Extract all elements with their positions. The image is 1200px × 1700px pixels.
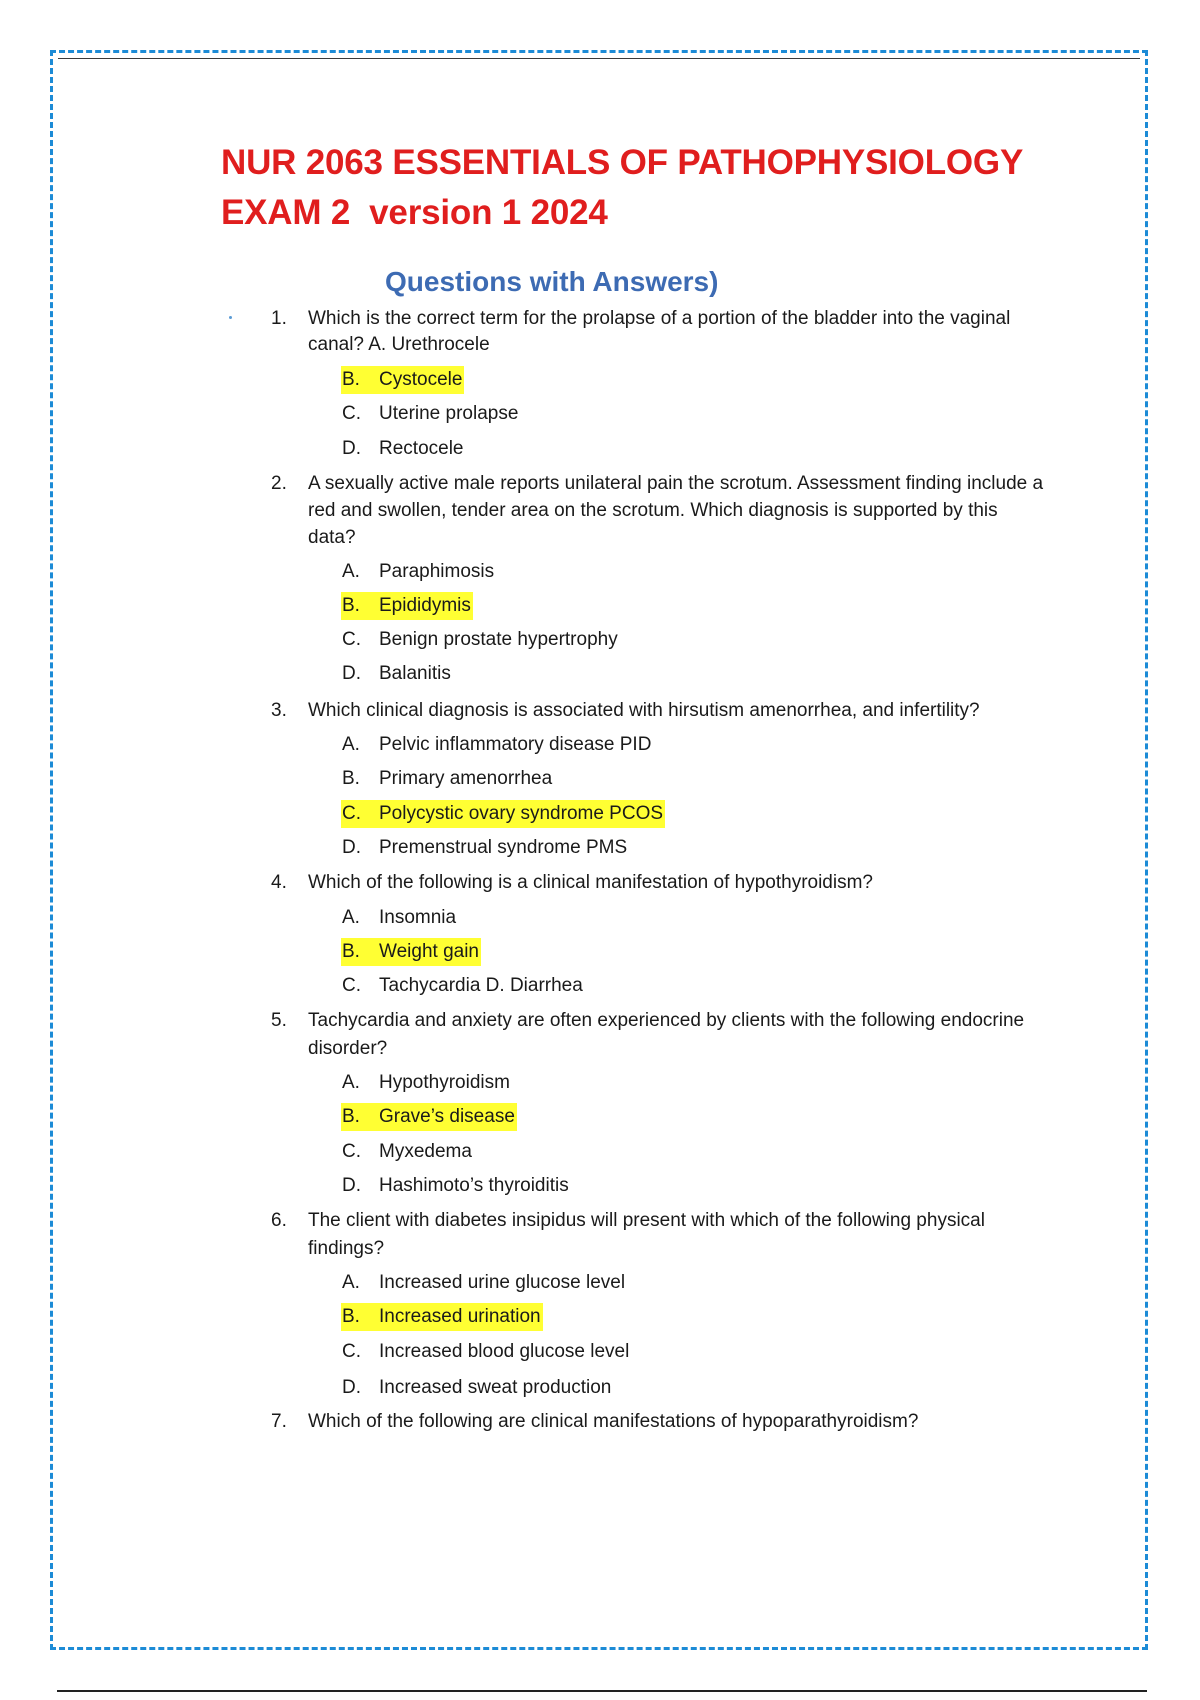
answer-option-correct (341, 938, 481, 966)
option-text: Cystocele (379, 369, 463, 390)
answer-option-correct (341, 1103, 517, 1131)
option-text: Increased urine glucose level (379, 1272, 626, 1293)
option-text: Increased urination (379, 1306, 541, 1327)
question-number: 6. (271, 1210, 287, 1231)
question-text-line: Which of the following is a clinical manifestation of hypothyroidism? (308, 872, 873, 893)
answer-option (341, 834, 629, 862)
title-line-2: EXAM 2 version 1 2024 (221, 193, 608, 232)
answer-option (341, 435, 466, 463)
question-text-line: findings? (308, 1238, 385, 1259)
option-letter: B. (342, 768, 360, 789)
option-letter: D. (342, 438, 361, 459)
question-text-line: Which is the correct term for the prolapse of a portion of the bladder into the vaginal (308, 308, 1011, 329)
answer-option (341, 1138, 474, 1166)
option-text: Polycystic ovary syndrome PCOS (379, 803, 664, 824)
option-text: Pelvic inflammatory disease PID (379, 734, 652, 755)
question-number: 5. (271, 1010, 287, 1031)
answer-option (341, 626, 620, 654)
answer-option (341, 765, 554, 793)
bottom-rule (57, 1690, 1147, 1692)
option-letter: D. (342, 837, 361, 858)
question-text-line: canal? A. Urethrocele (308, 334, 490, 355)
option-letter: C. (342, 1341, 361, 1362)
answer-option-correct (341, 1303, 543, 1331)
option-letter: C. (342, 629, 361, 650)
option-letter: D. (342, 1377, 361, 1398)
option-text: Increased blood glucose level (379, 1341, 630, 1362)
option-text: Premenstrual syndrome PMS (379, 837, 628, 858)
option-text: Myxedema (379, 1141, 472, 1162)
option-letter: A. (342, 907, 360, 928)
option-letter: B. (342, 1306, 360, 1327)
question-text-line: Which of the following are clinical manifestations of hypoparathyroidism? (308, 1411, 919, 1432)
question-text-line: Tachycardia and anxiety are often experienced by clients with the following endocrine (308, 1010, 1025, 1031)
question-number: 1. (271, 308, 287, 329)
top-rule (58, 58, 1140, 59)
option-letter: B. (342, 595, 360, 616)
answer-option (341, 558, 496, 586)
option-letter: D. (342, 1175, 361, 1196)
option-letter: C. (342, 1141, 361, 1162)
answer-option (341, 904, 458, 932)
option-text: Hypothyroidism (379, 1072, 510, 1093)
answer-option (341, 1374, 613, 1402)
answer-option-correct (341, 800, 665, 828)
answer-option-correct (341, 592, 473, 620)
question-number: 2. (271, 473, 287, 494)
option-letter: C. (342, 403, 361, 424)
option-letter: B. (342, 941, 360, 962)
option-text: Increased sweat production (379, 1377, 612, 1398)
question-number: 3. (271, 700, 287, 721)
answer-option (341, 1172, 571, 1200)
answer-option (341, 1269, 627, 1297)
option-letter: B. (342, 369, 360, 390)
answer-option (341, 1338, 631, 1366)
document-title (221, 138, 1023, 238)
question-text-line: A sexually active male reports unilateral pain the scrotum. Assessment finding include a (308, 473, 1044, 494)
answer-option (341, 1069, 512, 1097)
question-number: 7. (271, 1411, 287, 1432)
option-text: Rectocele (379, 438, 464, 459)
answer-option-correct (341, 366, 464, 394)
option-text: Insomnia (379, 907, 457, 928)
answer-option (341, 731, 653, 759)
option-letter: C. (342, 803, 361, 824)
option-letter: A. (342, 1272, 360, 1293)
option-text: Paraphimosis (379, 561, 495, 582)
answer-option (341, 972, 585, 1000)
option-letter: A. (342, 734, 360, 755)
option-text: Tachycardia D. Diarrhea (379, 975, 583, 996)
option-letter: D. (342, 663, 361, 684)
option-text: Epididymis (379, 595, 471, 616)
question-text-line: red and swollen, tender area on the scrotum. Which diagnosis is supported by this (308, 500, 998, 521)
option-letter: C. (342, 975, 361, 996)
question-text-line: data? (308, 527, 356, 548)
option-letter: A. (342, 561, 360, 582)
question-text-line: disorder? (308, 1038, 388, 1059)
option-letter: B. (342, 1106, 360, 1127)
option-text: Primary amenorrhea (379, 768, 553, 789)
option-letter: A. (342, 1072, 360, 1093)
question-text-line: The client with diabetes insipidus will present with which of the following physical (308, 1210, 985, 1231)
option-text: Grave’s disease (379, 1106, 515, 1127)
answer-option (341, 400, 520, 428)
option-text: Hashimoto’s thyroiditis (379, 1175, 569, 1196)
option-text: Balanitis (379, 663, 451, 684)
title-line-1: NUR 2063 ESSENTIALS OF PATHOPHYSIOLOGY (221, 143, 1024, 182)
question-text-line: Which clinical diagnosis is associated with hirsutism amenorrhea, and infertility? (308, 700, 980, 721)
bullet-dot-icon (229, 316, 232, 319)
section-subtitle: Questions with Answers) (385, 266, 719, 297)
option-text: Weight gain (379, 941, 479, 962)
option-text: Uterine prolapse (379, 403, 519, 424)
question-number: 4. (271, 872, 287, 893)
option-text: Benign prostate hypertrophy (379, 629, 618, 650)
answer-option (341, 660, 453, 688)
